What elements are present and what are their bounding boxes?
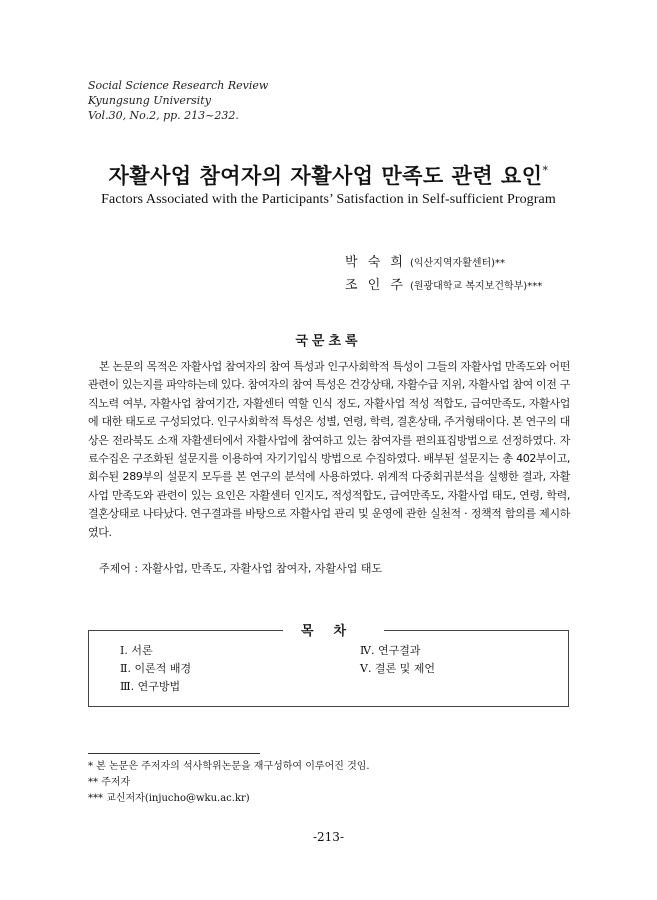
keywords: 주제어 : 자활사업, 만족도, 자활사업 참여자, 자활사업 태도 [99,562,383,575]
title-footnote-mark: * [542,164,549,177]
toc-item-2: Ⅱ. 이론적 배경 [120,662,192,675]
abstract-text: 본 논문의 목적은 자활사업 참여자의 참여 특성과 인구사회학적 특성이 그들의 자활사업 만족도와 어떤 관련이 있는지를 파악하는데 있다. 참여자의 참여 특성은 건강상태, 자활수급 지위, 자활사업 참여 이전 구직노력 여부, 자활사업 참여기간, 자활센터 역할 인식 정도, 자활사업 적성 적합도, 급여만족도, 자활사업에 대한 태도로 구성되었다. 인구사회학적 특성은 성별, 연령, 학력, 결혼상태, 주거형태이다. 본 연구의 대상은 전라북도 소재 자활센터에서 자활사업에 참여하고 있는 참여자를 편의표집방법으로 선정하였다. 자료수집은 구조화된 설문지를 이용하여 자기기입식 방법으로 수집하였다. 배부된 설문지는 총 402부이고, 회수된 289부의 설문지 모두를 본 연구의 분석에 사용하였다. 위계적 다중회귀분석을 실행한 결과, 자활사업 만족도와 관련이 있는 요인은 자활센터 인지도, 적성적합도, 급여만족도, 자활사업 태도, 연령, 학력, 결혼상태로 나타났다. 연구결과를 바탕으로 자활사업 관리 및 운영에 관한 실천적 · 정책적 함의를 제시하였다. [88,360,570,539]
title-korean-text: 자활사업 참여자의 자활사업 만족도 관련 요인 [108,163,543,188]
toc-item-3: Ⅲ. 연구방법 [120,680,181,693]
toc-title: 목차 [283,624,384,639]
author-2-name: 조 인 주 [345,278,406,293]
title-korean [0,160,657,190]
toc-item-4: Ⅳ. 연구결과 [360,644,421,657]
abstract-body [88,358,570,542]
author-2-affiliation: (원광대학교 복지보건학부)*** [409,281,543,292]
footnote-3: *** 교신저자(injucho@wku.ac.kr) [88,793,250,804]
journal-name: Social Science Research Review [88,79,269,92]
author-1 [345,252,542,275]
author-1-name: 박 숙 희 [345,255,406,270]
toc-item-1: Ⅰ. 서론 [120,644,153,657]
author-1-affiliation: (익산지역자활센터)** [409,258,506,269]
toc-item-5: Ⅴ. 결론 및 제언 [360,662,436,675]
title-english: Factors Associated with the Participants’ Satisfaction in Self-sufficient Program [101,192,556,207]
journal-volume: Vol.30, No.2, pp. 213~232. [88,109,239,122]
journal-university: Kyungsung University [88,94,211,107]
toc-title-wrap [0,620,657,639]
author-list [345,252,542,298]
footnotes [88,759,370,807]
toc-left-column [120,642,191,696]
footnote-divider [88,753,260,754]
footnote-1: * 본 논문은 주저자의 석사학위논문을 재구성하여 이루어진 것임. [88,761,370,772]
abstract-heading: 국문초록 [295,334,362,349]
toc-right-column [360,642,435,678]
author-2 [345,275,542,298]
page-number: -213- [312,830,344,844]
footnote-2: ** 주저자 [88,777,131,788]
journal-info [88,78,268,123]
